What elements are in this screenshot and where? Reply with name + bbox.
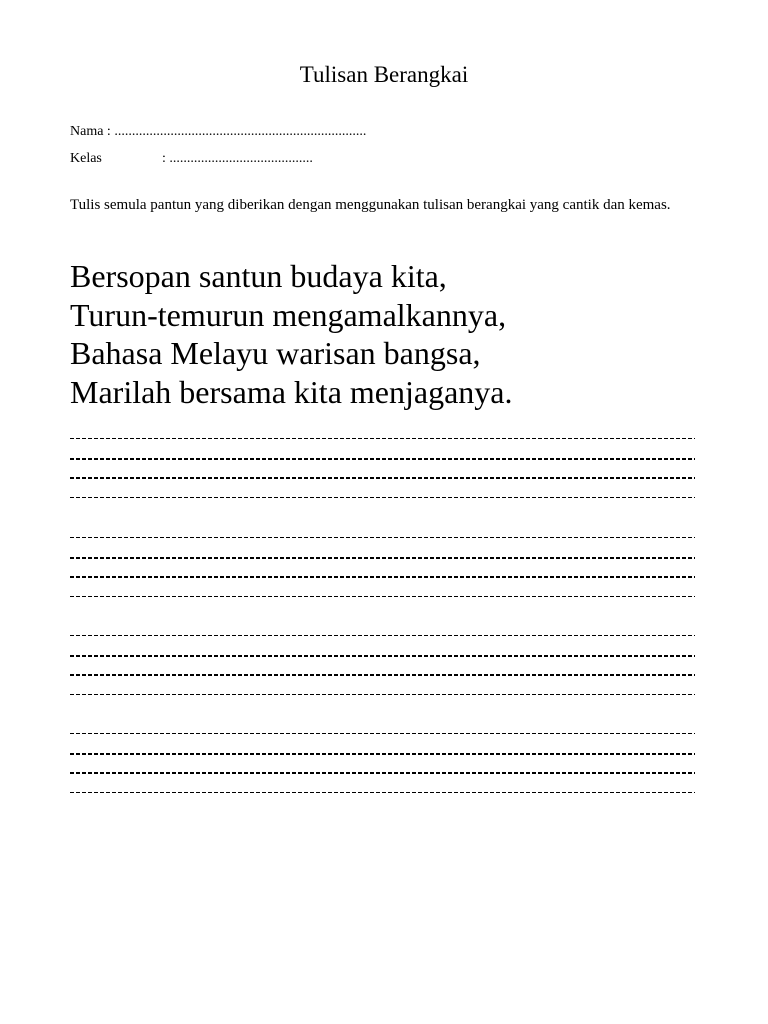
writing-line[interactable] [70, 674, 695, 676]
writing-line[interactable] [70, 772, 695, 774]
poem-line: Turun-temurun mengamalkannya, [70, 296, 507, 333]
writing-block[interactable] [70, 438, 695, 516]
writing-line[interactable] [70, 438, 695, 439]
writing-line[interactable] [70, 655, 695, 657]
poem-line: Marilah bersama kita menjaganya. [70, 373, 513, 410]
writing-line[interactable] [70, 596, 695, 597]
writing-line[interactable] [70, 497, 695, 498]
poem-line: Bahasa Melayu warisan bangsa, [70, 335, 481, 371]
poem-line: Bersopan santun budaya kita, [70, 258, 447, 294]
writing-line[interactable] [70, 458, 695, 460]
writing-line[interactable] [70, 733, 695, 734]
instructions-text: Tulis semula pantun yang diberikan dengan menggunakan tulisan berangkai yang cantik dan kemas. [70, 197, 671, 213]
writing-block[interactable] [70, 635, 695, 713]
name-label: Nama : [70, 124, 111, 139]
writing-block[interactable] [70, 733, 695, 811]
writing-line[interactable] [70, 576, 695, 578]
name-blank: ........................................................................ [114, 124, 367, 139]
writing-line[interactable] [70, 635, 695, 636]
writing-line[interactable] [70, 557, 695, 559]
writing-line[interactable] [70, 694, 695, 695]
pantun-poem [70, 257, 512, 411]
class-label: Kelas [70, 151, 102, 166]
writing-line[interactable] [70, 792, 695, 793]
page-title: Tulisan Berangkai [299, 62, 469, 87]
writing-line[interactable] [70, 753, 695, 755]
name-field [70, 124, 366, 140]
class-field [70, 151, 313, 167]
class-blank: : ......................................... [162, 151, 313, 166]
writing-line[interactable] [70, 537, 695, 538]
writing-block[interactable] [70, 537, 695, 615]
writing-line[interactable] [70, 477, 695, 479]
